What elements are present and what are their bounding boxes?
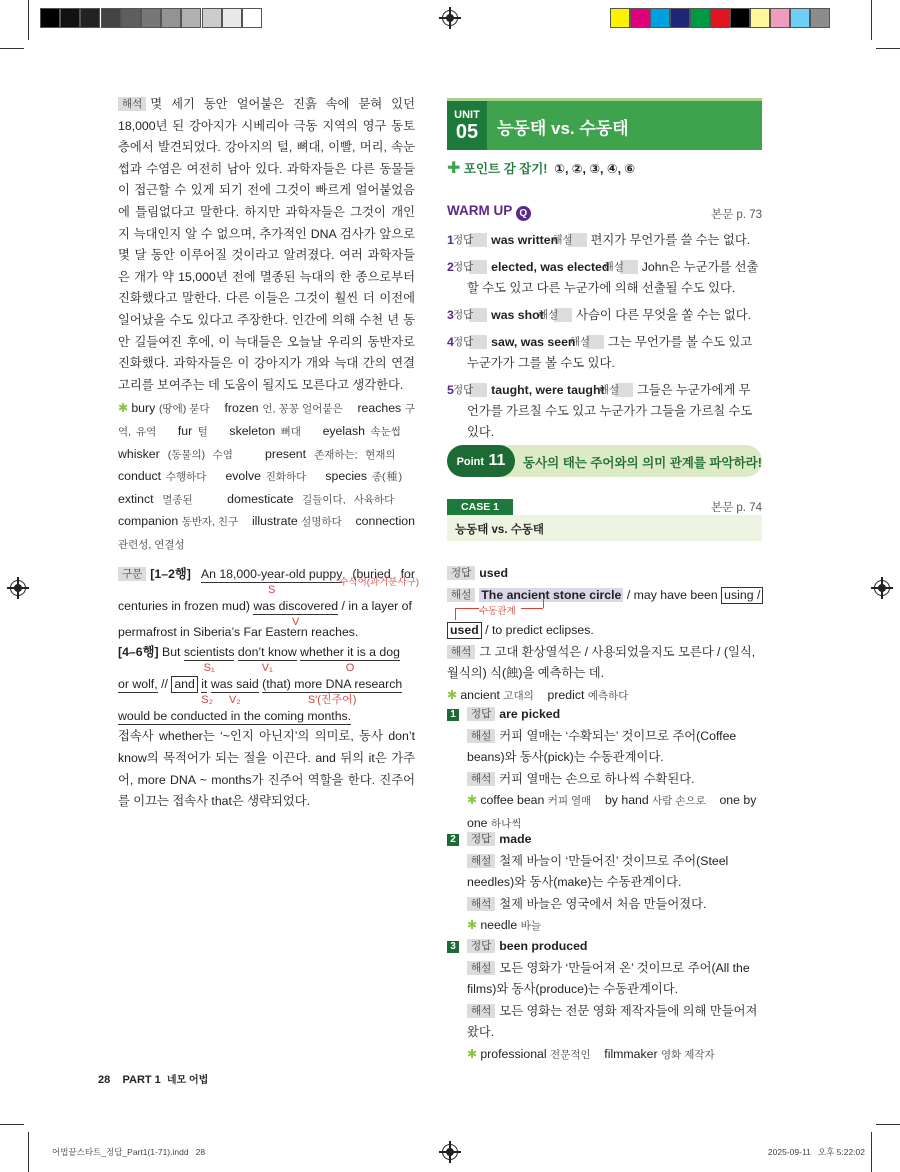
unit-header — [447, 98, 762, 150]
vocab-item: companion 동반자, 친구 — [118, 514, 239, 529]
vocab-item: fur 털 — [177, 423, 208, 438]
syntax-analysis: 구문 [1–2행] An 18,000-year-old puppy S (buried for centuries in frozen mud) was discovered V / in a layer of 수식어(과거분사구) permafrost in Siberia’s Far Eastern reaches. [4–6행] But scientists S₁ don’t know V₁ whether it is a dog O or wolf, // and it S₂ was said V₂ (that) more DNA research S′(진주어) would be conducted in the coming months. 접속사 whether는 ‘~인지 아닌지’의 의미로, 동사 don’t know의 목적어가 되는 절을 이끈다. and 뒤의 it은 가주어, more DNA ~ months가 진주어 역할을 한다. 진주어를 이끄는 접속사 that은 생략되었다. — [118, 558, 415, 812]
vocab-item: skeleton 뼈대 — [229, 423, 301, 438]
vocab-item: evolve 진화하다 — [225, 469, 307, 484]
vocab-item: eyelash 속눈썹 — [322, 423, 401, 438]
vocab-item: conduct 수행하다 — [118, 469, 207, 484]
crop-mark — [28, 1132, 29, 1172]
syntax-explanation: 접속사 whether는 ‘~인지 아닌지’의 의미로, 동사 don’t know의 목적어가 되는 절을 이끈다. and 뒤의 it은 가주어, more DNA ~ months가 진주어 역할을 한다. 진주어를 이끄는 접속사 that은 생략되었다. — [118, 729, 415, 809]
crop-mark — [0, 1124, 24, 1125]
color-swatch — [630, 8, 650, 28]
vocab-item: coffee bean 커피 열매 — [480, 793, 592, 808]
vocab-item: frozen 언, 꽁꽁 얼어붙은 — [224, 401, 343, 416]
vocab-item: needle 바늘 — [480, 918, 541, 933]
crop-mark — [871, 1132, 872, 1172]
page-footer: 28 PART 1 네모 어법 — [98, 1074, 209, 1086]
registration-mark-icon — [874, 580, 890, 596]
color-swatch — [610, 8, 630, 28]
vocab-item: predict 예측하다 — [547, 687, 629, 702]
warmup-title: WARM UP Q — [447, 203, 531, 221]
crop-mark — [0, 48, 24, 49]
passive-relation-label: 수동관계 — [479, 606, 516, 618]
vocab-item: ancient 고대의 — [460, 687, 534, 702]
warmup-list — [447, 230, 762, 449]
color-swatch — [750, 8, 770, 28]
asterisk-icon: ✱ — [118, 401, 129, 416]
asterisk-icon: ✱ — [467, 1046, 478, 1061]
vocab-item: species 종(種) — [325, 469, 403, 484]
page-number: 28 — [98, 1074, 111, 1086]
problem-item: 2 정답 made 해설 철제 바늘이 ‘만들어진’ 것이므로 주어(Steel needles)와 동사(make)는 수동관계이다. 해석 철제 바늘은 영국에서 처음 만들어졌다. ✱ needle 바늘 — [447, 829, 762, 938]
vocabulary-list — [447, 1044, 762, 1067]
unit-title: 능동태 vs. 수동태 — [497, 119, 629, 138]
registration-mark-icon — [10, 580, 26, 596]
gray-swatch — [40, 8, 60, 28]
vocab-item: illustrate 설명하다 — [251, 514, 342, 529]
registration-mark-icon — [442, 10, 458, 26]
warmup-item: 4정답 saw, was seen 해설 그는 무언가를 볼 수도 있고 누군가가 그를 볼 수도 있다. — [447, 335, 753, 370]
color-swatch — [710, 8, 730, 28]
page-reference: 본문 p. 74 — [711, 502, 762, 514]
vocab-item: reaches 구역, 유역 — [118, 401, 416, 438]
passage-translation: 해석 몇 세기 동안 얼어붙은 진흙 속에 묻혀 있던 18,000년 된 강아지가 시베리아 극동 지역의 영구 동토층에서 발견되었다. 강아지의 털, 뼈대, 이빨, 머리, 속눈썹과 수염은 여전히 남아 있다. 과학자들은 다른 동물들이 접근할 수 있게 되기 전에 그것이 빠르게 얼어붙었음에 틀림없다고 말한다. 하지만 과학자들은 그것이 개인지 늑대인지 알 수 없으며, 추가적인 DNA 검사가 앞으로 몇 달 동안 이루어질 것이라고 알려졌다. 여러 과학자들은 개가 약 15,000년 전에 멸종된 늑대의 한 종으로부터 진화했다고 말한다. 다른 이들은 그것이 훨씬 더 이전에 일어났을 수도 있다고 주장한다. 인간에 의해 수천 년 동안 길들여진 후에, 이 늑대들은 오늘날 우리의 동반자로 진화했다. 과학자들은 이 강아지가 개와 늑대 간의 연결 고리를 보여주는 데 도움이 될지도 모른다고 생각한다. — [118, 97, 415, 392]
vocabulary-list — [447, 915, 762, 938]
color-swatch — [810, 8, 830, 28]
vocab-item: extinct 멸종된 — [118, 491, 193, 506]
warmup-item: 5정답 taught, were taught 해설 그들은 누군가에게 무언가를 가르칠 수도 있고 누군가가 그들을 가르칠 수도 있다. — [447, 383, 753, 439]
left-column — [118, 94, 419, 813]
vocab-item: bury (땅에) 묻다 — [131, 401, 210, 416]
crop-mark — [871, 0, 872, 40]
vocab-item: present 존재하는; 현재의 — [265, 446, 396, 461]
crop-mark — [876, 1124, 900, 1125]
problem-item: 1 정답 are picked 해설 커피 열매는 ‘수확되는’ 것이므로 주어(Coffee beans)와 동사(pick)는 수동관계이다. 해석 커피 열매는 손으로 하나씩 수확된다. ✱ coffee bean 커피 열매 by hand 사람 손으로 one by one 하나씩 — [447, 704, 762, 836]
gray-swatch — [141, 8, 161, 28]
vocab-item: by hand 사람 손으로 — [604, 793, 706, 808]
vocab-item: professional 전문적인 — [480, 1046, 591, 1061]
vocab-item: domesticate 길들이다, 사육하다 — [227, 491, 395, 506]
warmup-item: 3정답 was shot 해설 사슴이 다른 무엇을 쏠 수는 없다. — [447, 308, 752, 322]
color-swatch — [670, 8, 690, 28]
modifier-label: 수식어(과거분사구) — [339, 577, 419, 589]
asterisk-icon: ✱ — [467, 793, 478, 808]
asterisk-icon: ✱ — [447, 687, 458, 702]
registration-mark-icon — [442, 1144, 458, 1160]
asterisk-icon: ✱ — [467, 918, 478, 933]
case-tab: CASE 1 — [447, 499, 513, 515]
color-swatch — [730, 8, 750, 28]
color-swatch — [650, 8, 670, 28]
vocab-item: filmmaker 영화 제작자 — [604, 1046, 715, 1061]
vocab-item: one by one 하나씩 — [467, 793, 757, 830]
case-title: 능동태 vs. 수동태 — [447, 515, 762, 541]
gray-swatch — [242, 8, 262, 28]
problem-item: 3 정답 been produced 해설 모든 영화가 ‘만들어져 온’ 것이므로 주어(All the films)와 동사(produce)는 수동관계이다. 해석 모든 영화는 전문 영화 제작자들에 의해 만들어져 왔다. ✱ professional 전문적인 filmmaker 영화 제작자 — [447, 936, 762, 1067]
gray-swatch — [80, 8, 100, 28]
crop-mark — [876, 48, 900, 49]
warmup-item: 1정답 was written 해설 편지가 무언가를 쓸 수는 없다. — [447, 233, 751, 247]
point-banner: Point 11 동사의 태는 주어와의 의미 관계를 파악하라! — [447, 445, 762, 477]
warmup-item: 2정답 elected, was elected 해설 John은 누군가를 선출할 수도 있고 다른 누군가에 의해 선출될 수도 있다. — [447, 260, 759, 295]
subject: An 18,000-year-old puppy S — [200, 567, 343, 597]
color-swatch — [690, 8, 710, 28]
modifier: (buried for centuries in frozen mud) — [118, 567, 415, 614]
case-answer: 정답 used 해설 The ancient stone circle / may have been using / 수동관계 used / to predict eclipses. 해석 그 고대 환상열석은 / 사용되었을지도 모른다 / (일식, 월식의) 식(蝕)을 예측하는 데. ✱ ancient 고대의 predict 예측하다 — [447, 563, 762, 708]
file-name: 어법끝스타트_정답_Part1(1-71).indd 28 — [52, 1147, 206, 1157]
gray-swatch — [60, 8, 80, 28]
q-icon: Q — [516, 206, 531, 221]
gray-swatch — [222, 8, 242, 28]
point-catch: ✚ 포인트 감 잡기! ①, ②, ③, ④, ⑥ — [447, 160, 636, 177]
sentence-1: 구문 [1–2행] An 18,000-year-old puppy S (buried for centuries in frozen mud) was discovered V / in a layer of 수식어(과거분사구) — [118, 567, 419, 629]
timestamp: 2025-09-11 오후 5:22:02 — [767, 1147, 865, 1157]
vocabulary-list — [118, 398, 415, 556]
gray-swatch — [161, 8, 181, 28]
page-reference: 본문 p. 73 — [711, 209, 762, 221]
color-swatch — [770, 8, 790, 28]
color-swatch — [790, 8, 810, 28]
unit-badge: UNIT 05 — [447, 101, 487, 150]
gray-swatch — [121, 8, 141, 28]
vocab-item: connection 관련성, 연결성 — [118, 514, 415, 551]
gray-swatch — [101, 8, 121, 28]
plus-icon: ✚ — [447, 160, 461, 177]
crop-mark — [28, 0, 29, 40]
verb: was discovered V — [253, 599, 339, 629]
gray-swatch — [181, 8, 201, 28]
gray-swatch — [202, 8, 222, 28]
vocab-item: whisker (동물의) 수염 — [118, 446, 233, 461]
